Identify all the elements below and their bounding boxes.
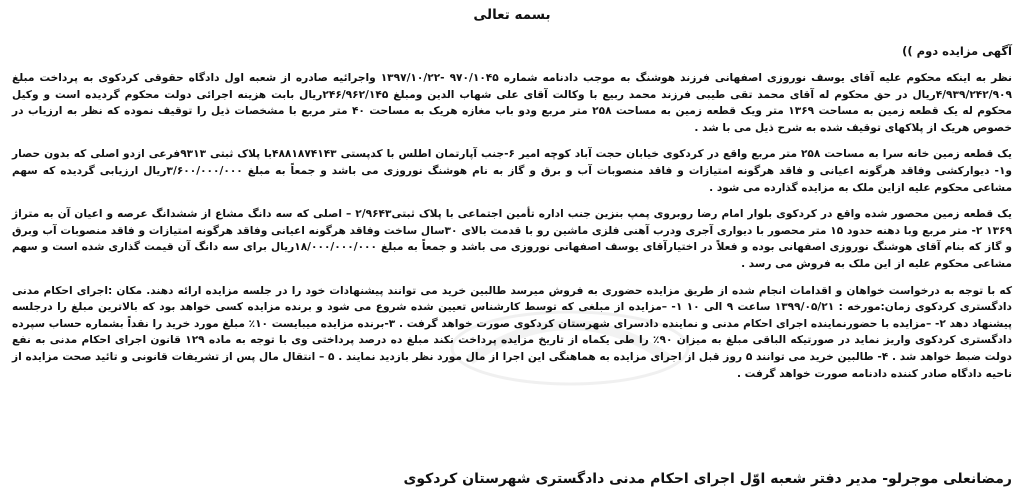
paragraph-judgment: نظر به اینکه محکوم علیه آقای یوسف نوروزی اصفهانی فرزند هوشنگ به موجب دادنامه شماره ۹۷۰/۱۰۴۵ -۱۳۹۷/۱۰/۲۲ واجرائیه صادره از شعبه اول دادگاه حقوقی کردکوی به پرداخت مبلغ ۴/۹۳۹/۲۴۲/۹۰۹ریال در حق محکوم له آقای محمد تقی طیبی فرزند محمد ربیع با وکالت آقای علی شهاب الدین ومبلغ ۲۴۶/۹۶۲/۱۴۵ریال بابت هزینه اجرائی دولت محکوم گردیده است و وکیل محکوم له یک قطعه زمین به مساحت ۱۳۶۹ متر ویک قطعه زمین به مساحت ۲۵۸ متر مربع ودو باب مغازه هریک به مساحت ۴۰ متر مربع با مشخصات ذیل را توقیف نموده که نظر به ارزیاب در خصوص هریک از پلاکهای توقیف شده به شرح ذیل می با شد . (12, 72, 1013, 134)
document-title: بسمه تعالی (473, 7, 551, 23)
paragraph-auction-terms: که با توجه به درخواست خواهان و اقدامات انجام شده از طریق مزایده حضوری به فروش میرسد طالبین خرید می توانند پیشنهادات خود را در جلسه مزایده ارائه دهند. مکان :اجرای احکام مدنی دادگستری کردکوی زمان:مورخه : ۱۳۹۹/۰۵/۲۱ ساعت ۹ الی ۱۰ ۱- –مزایده از مبلغی که توسط کارشناس تعیین شده شروع می شود و برنده مزایده کسی خواهد بود که بالاترین مبلغ را درجلسه پیشنهاد دهد ۲- –مزایده با حضورنماینده اجرای احکام مدنی و نماینده دادسرای شهرستان کردکوی صورت خواهد گرفت . ۳-برنده مزایده میبایست ۱۰٪ مبلغ مورد خرید را نقداً بشماره حساب سپرده دادگستری کردکوی واریز نماید در صورتیکه الباقی مبلغ به میزان ۹۰٪ را طی یکماه از تاریخ مزایده پرداخت نکند مبلغ ده درصد پرداختی وی با توجه به ماده ۱۲۹ قانون اجرای احکام مدنی به نفع دولت ضبط خواهد شد . ۴- طالبین خرید می توانند ۵ روز قبل از اجرای مزایده به هماهنگی این اجرا از مال مورد نظر بازدید نمایند . ۵ – انتقال مال پس از تشریفات قانونی و تائید صحت مزایده از ناحیه دادگاه صادر کننده دادنامه صورت خواهد گرفت . (12, 284, 1013, 380)
paragraph-property-1: یک قطعه زمین خانه سرا به مساحت ۲۵۸ متر مربع واقع در کردکوی خیابان حجت آباد کوچه امیر ۶-جنب آپارتمان اطلس با کدپستی ۴۸۸۱۸۷۴۱۴۳با پلاک ثبتی ۹۳۱۳فرعی ازدو اصلی که بدون حصار و۱- دیوارکشی وفاقد هرگونه اعیانی و فاقد هرگونه امتیازات و فاقد منصوبات آب و برق و گاز به نام هوشنگ نوروزی می باشد و جمعاً به مبلغ ۳/۶۰۰/۰۰۰/۰۰۰ریال ارزیابی گردیده که سهم مشاعی محکوم علیه ازاین ملک به مزایده گذارده می شود . (12, 148, 1013, 194)
signature-footer: رمضانعلی موجرلو- مدیر دفتر شعبه اوّل اجرای احکام مدنی دادگستری شهرستان کردکوی (403, 471, 1012, 487)
auction-notice-document (12, 0, 1012, 504)
notice-heading: آگهی مزایده دوم )) (902, 44, 1012, 58)
paragraph-property-2: یک قطعه زمین محصور شده واقع در کردکوی بلوار امام رضا روبروی پمپ بنزین جنب اداره تأمین اجتماعی با پلاک ثبتی۲/۹۶۴۳ – اصلی که سه دانگ مشاع از ششدانگ عرصه و اعیان آن به متراژ ۱۳۶۹ ۲- متر مربع وبا دهنه حدود ۱۵ متر محصور با دیواری آجری ودرب آهنی فلزی ماشین رو با قدمت بالای ۳۰سال ساخت وفاقد هرگونه اعیانی وفاقد هرگونه امتیازات و فاقد منصوبات آب وبرق و گاز که بنام آقای هوشنگ نوروزی اصفهانی بوده و فعلاً در اختیارآقای یوسف اصفهانی نوروزی می باشد و جمعاً به مبلغ ۱۸/۰۰۰/۰۰۰/۰۰۰ریال برای سه دانگ آن قیمت گذاری شده است و سهم مشاعی محکوم علیه از این ملک به فروش می رسد . (12, 208, 1012, 270)
